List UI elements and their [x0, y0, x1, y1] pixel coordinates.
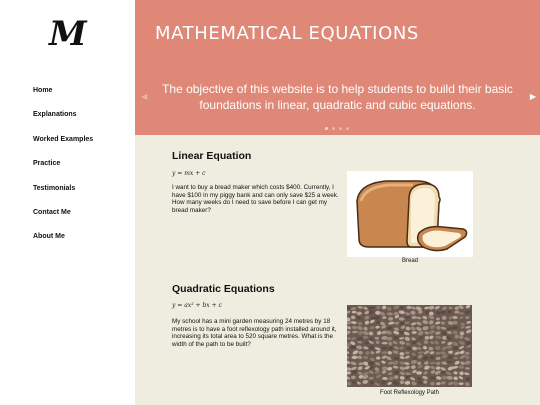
foot-reflexology-path-image: [347, 305, 472, 387]
slide-dot-3[interactable]: [339, 127, 342, 130]
hero-title: MATHEMATICAL EQUATIONS: [155, 23, 419, 44]
nav-item-worked-examples[interactable]: Worked Examples: [33, 135, 94, 143]
site-logo[interactable]: [49, 14, 85, 54]
hero-banner: [135, 0, 540, 135]
foot-reflexology-caption: Foot Reflexology Path: [379, 390, 440, 396]
slide-indicators: [325, 127, 349, 130]
bread-icon: [347, 171, 473, 257]
slide-dot-1[interactable]: [325, 127, 328, 130]
quadratic-formula: y = ax² + bx + c: [172, 302, 222, 309]
quadratic-section-title: Quadratic Equations: [172, 283, 275, 295]
gothic-m-logo-icon: M: [49, 14, 81, 54]
nav-item-explanations[interactable]: Explanations: [33, 111, 77, 119]
bread-caption: Bread: [401, 258, 418, 264]
bread-image: [347, 171, 473, 257]
linear-problem-text: I want to buy a bread maker which costs $400. Currently, I have $100 in my piggy bank and can only save $25 a week. How many weeks do I need to save before I can get my bread maker?: [172, 184, 339, 214]
slide-dot-2[interactable]: [332, 127, 335, 130]
nav-item-testimonials[interactable]: Testimonials: [33, 184, 76, 192]
linear-section-title: Linear Equation: [172, 150, 252, 162]
chevron-right-icon[interactable]: ▶: [529, 92, 536, 101]
nav-item-contact-me[interactable]: Contact Me: [33, 208, 71, 216]
quadratic-problem-text: My school has a mini garden measuring 24 metres by 18 metres is to have a foot reflexology path installed around it, increasing its total area to 520 square metres. What is the width of the path to be built?: [172, 318, 337, 348]
sidebar: [0, 0, 135, 405]
sidebar-nav: [33, 86, 93, 257]
main-content: [135, 0, 540, 405]
nav-item-home[interactable]: Home: [33, 87, 53, 94]
nav-item-about-me[interactable]: About Me: [33, 233, 65, 241]
nav-item-practice[interactable]: Practice: [33, 160, 61, 168]
chevron-left-icon[interactable]: ◀: [141, 92, 148, 101]
pebble-path-icon: [347, 305, 472, 387]
linear-formula: y = mx + c: [172, 170, 206, 177]
hero-text: The objective of this website is to help students to build their basic foundations in linear, quadratic and cubic equations.: [162, 82, 513, 112]
slide-dot-4[interactable]: [346, 127, 349, 130]
